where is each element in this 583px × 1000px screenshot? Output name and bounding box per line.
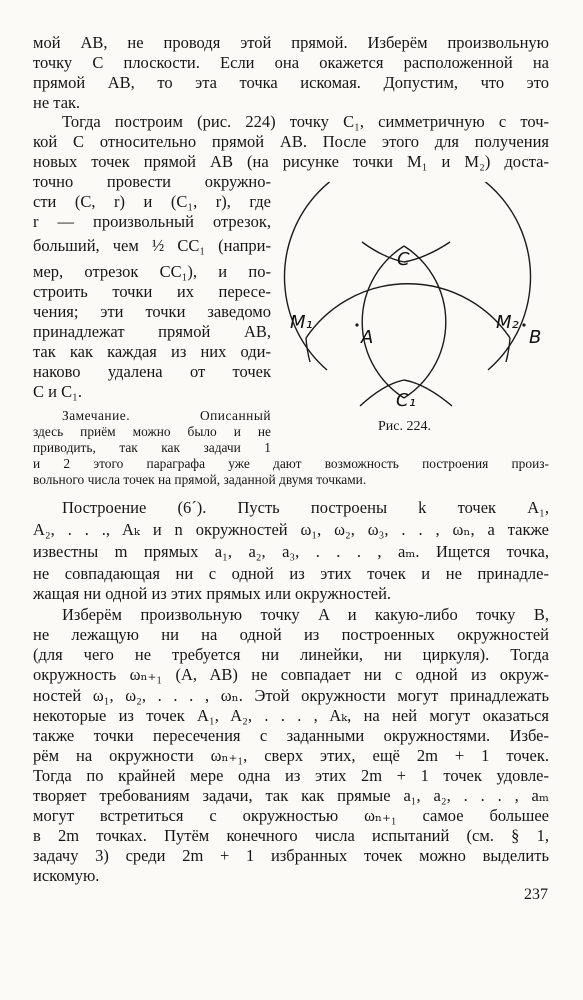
circle-c1 bbox=[306, 284, 510, 362]
text-line: искомую. bbox=[33, 866, 100, 885]
text-line: известны m прямых a₁, a₂, a₃, . . . , aₘ. Ищется точка, bbox=[33, 542, 549, 561]
text-line: некоторые из точек A₁, A₂, . . . , Aₖ, на ней могут оказаться bbox=[33, 706, 549, 725]
text-line: не так. bbox=[33, 93, 81, 112]
text-line: могут встретиться с окружностью ωₙ₊₁ самое большее bbox=[33, 806, 549, 825]
text-line: больший, чем ½ CC₁ (напри- bbox=[33, 236, 271, 255]
text-line: также точки пересечения с заданными окружностями. Избе- bbox=[33, 726, 549, 745]
text-line: в 2m точках. Путём конечного числа испытаний (см. § 1, bbox=[33, 826, 549, 845]
text-line: Тогда построим (рис. 224) точку C₁, симметричную с точ- bbox=[62, 112, 549, 131]
figure-caption: Рис. 224. bbox=[378, 419, 431, 434]
text-line: мой AB, не проводя этой прямой. Изберём произвольную bbox=[33, 33, 549, 52]
text-line: задачу 3) среди 2m + 1 избранных точек можно выделить bbox=[33, 846, 549, 865]
label-m2: M₂ bbox=[496, 312, 519, 333]
text-line: рём на окружности ωₙ₊₁, сверх этих, ещё 2m + 1 точек. bbox=[33, 746, 549, 765]
arc-right bbox=[404, 246, 446, 398]
text-line: (для чего не требуется ни линейки, ни циркуля). Тогда bbox=[33, 645, 549, 664]
text-line: Тогда по крайней мере одна из этих 2m + 1 точек удовле- bbox=[33, 766, 549, 785]
remark-line: вольного числа точек на прямой, заданной двумя точками. bbox=[33, 472, 367, 487]
text-line: A₂, . . ., Aₖ и n окружностей ω₁, ω₂, ω₃, . . , ωₙ, а также bbox=[33, 520, 549, 539]
text-line: точно провести окружно- bbox=[33, 172, 271, 191]
text-line: так как каждая из них оди- bbox=[33, 342, 271, 361]
figure-224 bbox=[278, 182, 558, 442]
text-line: Изберём произвольную точку A и какую-либо точку B, bbox=[62, 605, 549, 624]
remark-line: приводить, так как задачи 1 bbox=[33, 440, 271, 455]
remark-line: и 2 этого параграфа уже дают возможность построения произ- bbox=[33, 456, 549, 471]
text-line: сти (C, r) и (C₁, r), где bbox=[33, 192, 271, 211]
text-line: новых точек прямой AB (на рисунке точки M₁ и M₂) доста- bbox=[33, 152, 549, 171]
text-line: кой C относительно прямой AB. После этого для получения bbox=[33, 132, 549, 151]
arc-top-right bbox=[404, 242, 450, 262]
text-line: C и C₁. bbox=[33, 382, 82, 401]
remark-line: Замечание. Описанный bbox=[62, 408, 271, 423]
text-line: r — произвольный отрезок, bbox=[33, 212, 271, 231]
text-line: не лежащую ни на одной из построенных окружностей bbox=[33, 625, 549, 644]
text-line: творяет требованиям задачи, так как прямые a₁, a₂, . . . , aₘ bbox=[33, 786, 549, 805]
text-line: не совпадающая ни с одной из этих точек и не принадле- bbox=[33, 564, 549, 583]
label-c1: C₁ bbox=[396, 390, 416, 411]
text-line: ностей ω₁, ω₂, . . . , ωₙ. Этой окружности могут принадлежать bbox=[33, 686, 549, 705]
text-line: мер, отрезок CC₁), и по- bbox=[33, 262, 271, 281]
text-line: принадлежат прямой AB, bbox=[33, 322, 271, 341]
remark-line: здесь приём можно было и не bbox=[33, 424, 271, 439]
label-m1: M₁ bbox=[290, 312, 313, 333]
label-b: B bbox=[529, 327, 542, 348]
text-line: прямой AB, то эта точка искомая. Допустим, что это bbox=[33, 73, 549, 92]
point-a bbox=[355, 323, 358, 326]
point-b bbox=[522, 323, 525, 326]
text-line: точку C плоскости. Если она окажется расположенной на bbox=[33, 53, 549, 72]
label-a: A bbox=[361, 327, 374, 348]
text-line: жащая ни одной из этих прямых или окружностей. bbox=[33, 584, 392, 603]
text-line: окружность ωₙ₊₁ (A, AB) не совпадает ни с одной из окруж- bbox=[33, 665, 549, 684]
text-line: Построение (6´). Пусть построены k точек A₁, bbox=[62, 498, 549, 517]
circle-c bbox=[284, 182, 530, 370]
text-line: наково удалена от точек bbox=[33, 362, 271, 381]
text-line: чения; эти точки заведомо bbox=[33, 302, 271, 321]
figure-drawing bbox=[278, 182, 558, 442]
text-line: строить точки их пересе- bbox=[33, 282, 271, 301]
label-c: C bbox=[397, 249, 410, 270]
page-number: 237 bbox=[524, 886, 548, 903]
